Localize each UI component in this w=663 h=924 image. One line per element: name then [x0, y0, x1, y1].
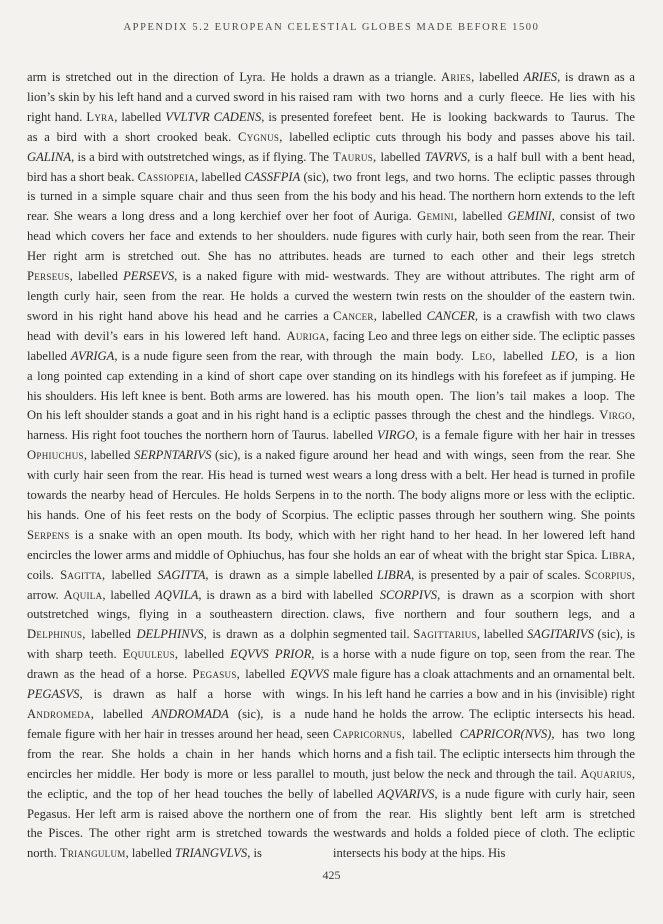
text-run: , labelled — [83, 448, 134, 463]
constellation-name: Triangulum — [59, 846, 126, 861]
text-run: , labelled — [333, 547, 635, 582]
globe-label: SERPNTARIVS — [134, 448, 212, 463]
globe-label: VIRGO — [377, 428, 415, 443]
right-column-text — [333, 68, 635, 864]
text-run: , labelled — [471, 70, 524, 84]
text-run: , labelled — [114, 109, 166, 124]
globe-label: CASSFPIA — [244, 169, 301, 184]
text-run: , consist of two nude figures with curly hair, both seen from the rear. Their heads are turned to each other and their legs stretch westwards. They are without attributes. The right arm of the western twin rests on the shoulder of the eastern twin. — [333, 209, 635, 303]
globe-label: ANDROMADA — [151, 707, 229, 721]
text-run: , is drawn as a ram with two horns and a curly fleece. He lies with his forefeet bent. He is looking backwards to Taurus. The ecliptic cuts through his body and passes above his tail. — [333, 70, 636, 144]
text-run: (sic), is a naked figure with curly hair seen from the rear. His head is turned west towards the nearby head of Hercules. He holds Serpens in his hands. One of his feet rests on the body of Scorpius. — [27, 448, 329, 522]
globe-label: AQVARIVS — [377, 786, 435, 801]
constellation-name: Capricornus — [333, 726, 402, 741]
page-number: 425 — [322, 868, 341, 882]
constellation-name: Aries — [440, 70, 472, 84]
text-run: , labelled — [492, 348, 551, 363]
globe-label: GALINA — [27, 149, 72, 164]
constellation-name: Auriga — [286, 328, 326, 343]
constellation-name: Aquila — [63, 587, 103, 602]
text-run: , labelled — [27, 328, 329, 363]
globe-label: CAPRICOR(NVS) — [459, 726, 552, 741]
globe-label: EQVVS PRIOR — [230, 647, 312, 662]
globe-label: PERSEVS — [123, 269, 175, 284]
text-run: , is drawn as half a horse with wings. — [79, 687, 329, 702]
text-run: , is a half bull with a bent head, two front legs, and two horns. The ecliptic passes through his body and his head. The northern horn extends to the left foot of Auriga. — [333, 149, 635, 224]
text-run: , is a female figure with her hair in tresses around her head and with wings, seen from the rear. She wears a long dress with a belt. Her head is turned in profile to the north. The body aligns more or less with the ecliptic. The ecliptic passes through her southern wing. She points with her right hand to her head. In her lowered left hand she holds an ear of wheat with the bright star Spica. — [333, 428, 635, 562]
globe-label: SAGITARIVS — [527, 627, 594, 642]
globe-label: GEMINI — [507, 209, 552, 224]
constellation-name: Cassiopeia — [137, 169, 195, 184]
constellation-name: Leo — [471, 348, 493, 363]
constellation-name: Sagitta — [60, 567, 102, 582]
running-header: APPENDIX 5.2 EUROPEAN CELESTIAL GLOBES MADE BEFORE 1500 — [123, 22, 540, 33]
text-run: is a snake with an open mouth. Its body, which encircles the lower arms and middle of Ophiuchus, has four coils. — [27, 527, 329, 582]
constellation-name: Delphinus — [27, 627, 83, 642]
text-run: , is drawn as a scorpion with short claws, five northern and four southern legs, and a segmented tail. — [333, 587, 635, 642]
text-run: , is — [247, 846, 262, 861]
globe-label: TRIANGVLVS — [174, 846, 248, 861]
constellation-name: Scorpius — [584, 567, 632, 582]
text-run: , labelled — [373, 149, 425, 164]
text-run: , labelled — [401, 726, 460, 741]
constellation-name: Gemini — [417, 209, 454, 224]
text-run: , labelled — [333, 766, 635, 801]
globe-label: AVRIGA — [70, 348, 115, 363]
text-run: , labelled — [195, 169, 245, 184]
text-run: , labelled — [333, 408, 635, 443]
globe-label: EQVVS PEGASVS — [27, 667, 329, 702]
text-run: , labelled — [476, 627, 527, 642]
text-run: , is drawn as a simple arrow. — [27, 567, 329, 602]
text-run: , labelled — [279, 129, 329, 144]
constellation-name: Lyra — [86, 109, 115, 124]
text-run: (sic), is a horse with a nude figure on top, seen from the rear. The male figure has a cloak attachments and an ornamental belt. In his left hand he carries a bow and in his (invisible) right hand he holds the arrow. The ecliptic intersects his head. — [333, 627, 635, 721]
globe-label: LIBRA — [376, 567, 412, 582]
globe-label: ARIES — [523, 70, 558, 84]
text-run: , is a crawfish with two claws facing Leo and three legs on either side. The ecliptic passes through the main body. — [333, 308, 636, 363]
left-column-text — [27, 68, 329, 864]
constellation-name: Perseus — [27, 269, 70, 284]
text-run: (sic), is a nude female figure with her hair in tresses around her head, seen from the rear. She holds a chain in her hands which encircles her middle. Her body is more or less parallel to the ecliptic, and the top of her head touches the belly of Pegasus. Her left arm is raised above the northern one of the Pisces. The other right arm is stretched towards the north. — [27, 707, 329, 861]
constellation-name: Aquarius — [580, 766, 632, 781]
text-run: , is presented as a bird with a short crooked beak. — [27, 109, 329, 144]
text-run: , labelled — [125, 846, 175, 861]
constellation-name: Andromeda — [27, 707, 91, 721]
text-run: , is a nude figure with curly hair, seen from the rear. His slightly bent left arm is stretched westwards and holds a folded piece of cloth. The ecliptic intersects his body at the hips. His — [333, 786, 635, 861]
text-run: , is a lion standing on its hindlegs with his forefeet as if jumping. He has his mouth open. The lion’s tail makes a loop. The ecliptic passes through the chest and the hindlegs. — [333, 348, 635, 423]
text-run: , is a naked figure with mid-length curly hair, seen from the rear. He holds a curved sword in his right hand above his head and he carries a head with devil’s ears in his lowered left hand. — [27, 269, 329, 343]
text-run: , labelled — [174, 647, 231, 662]
text-run: , is drawn as a dolphin with sharp teeth. — [27, 627, 329, 662]
text-run: , is drawn as a bird with outstretched wings, flying in a southeastern direction. — [27, 587, 330, 622]
text-run: , labelled — [69, 269, 124, 284]
globe-label: VVLTVR CADENS — [165, 109, 262, 124]
text-run: drawn as a triangle. — [333, 70, 441, 84]
text-run: , labelled — [453, 209, 508, 224]
constellation-name: Virgo — [599, 408, 632, 423]
constellation-name: Ophiuchus — [27, 448, 84, 463]
text-run: , labelled — [102, 587, 156, 602]
text-run: , labelled — [102, 567, 158, 582]
constellation-name: Libra — [601, 547, 632, 562]
text-run: (sic), is turned in a simple square chair and thus seen from the rear. She wears a long dress and a long kerchief over her head which covers her face and extends to her shoulders. Her right arm is stretched out. She has no attributes. — [27, 169, 330, 264]
text-run: , is a nude figure seen from the rear, with a long pointed cap extending in a kind of short cape over his shoulders. His left knee is bent. Both arms are lowered. On his left shoulder stands a goat and in his right hand is a harness. His right foot touches the northern horn of Taurus. — [27, 348, 330, 443]
text-run: , labelled — [236, 667, 291, 682]
text-run: arm is stretched out in the direction of Lyra. He holds a lion’s skin by his left hand and a curved sword in his raised right hand. — [27, 70, 329, 124]
constellation-name: Equuleus — [122, 647, 175, 662]
text-run: , is presented by a pair of scales. — [411, 567, 585, 582]
constellation-name: Pegasus — [192, 667, 237, 682]
text-run: , labelled — [373, 308, 427, 323]
text-run: , labelled — [90, 707, 152, 721]
globe-label: CANCER — [426, 308, 475, 323]
globe-label: AQVILA — [155, 587, 199, 602]
globe-label: TAVRVS — [424, 149, 468, 164]
right-column — [333, 68, 635, 864]
text-run: , is a bird with outstretched wings, as if flying. The bird has a short beak. — [27, 149, 329, 184]
text-run: , has two long horns and a fish tail. The ecliptic intersects him through the mouth, just below the neck and through the tail. — [333, 726, 635, 781]
text-run: , labelled — [82, 627, 137, 642]
constellation-name: Cygnus — [238, 129, 280, 144]
globe-label: SAGITTA — [157, 567, 206, 582]
constellation-name: Taurus — [333, 149, 373, 164]
text-run: , is drawn as the head of a horse. — [27, 647, 329, 682]
constellation-name: Cancer — [333, 308, 374, 323]
globe-label: SCORPIVS — [379, 587, 438, 602]
globe-label: DELPHINVS — [136, 627, 204, 642]
left-column — [27, 68, 329, 864]
text-run: , labelled — [333, 567, 635, 602]
constellation-name: Sagittarius — [413, 627, 477, 642]
constellation-name: Serpens — [27, 527, 70, 542]
globe-label: LEO — [550, 348, 575, 363]
